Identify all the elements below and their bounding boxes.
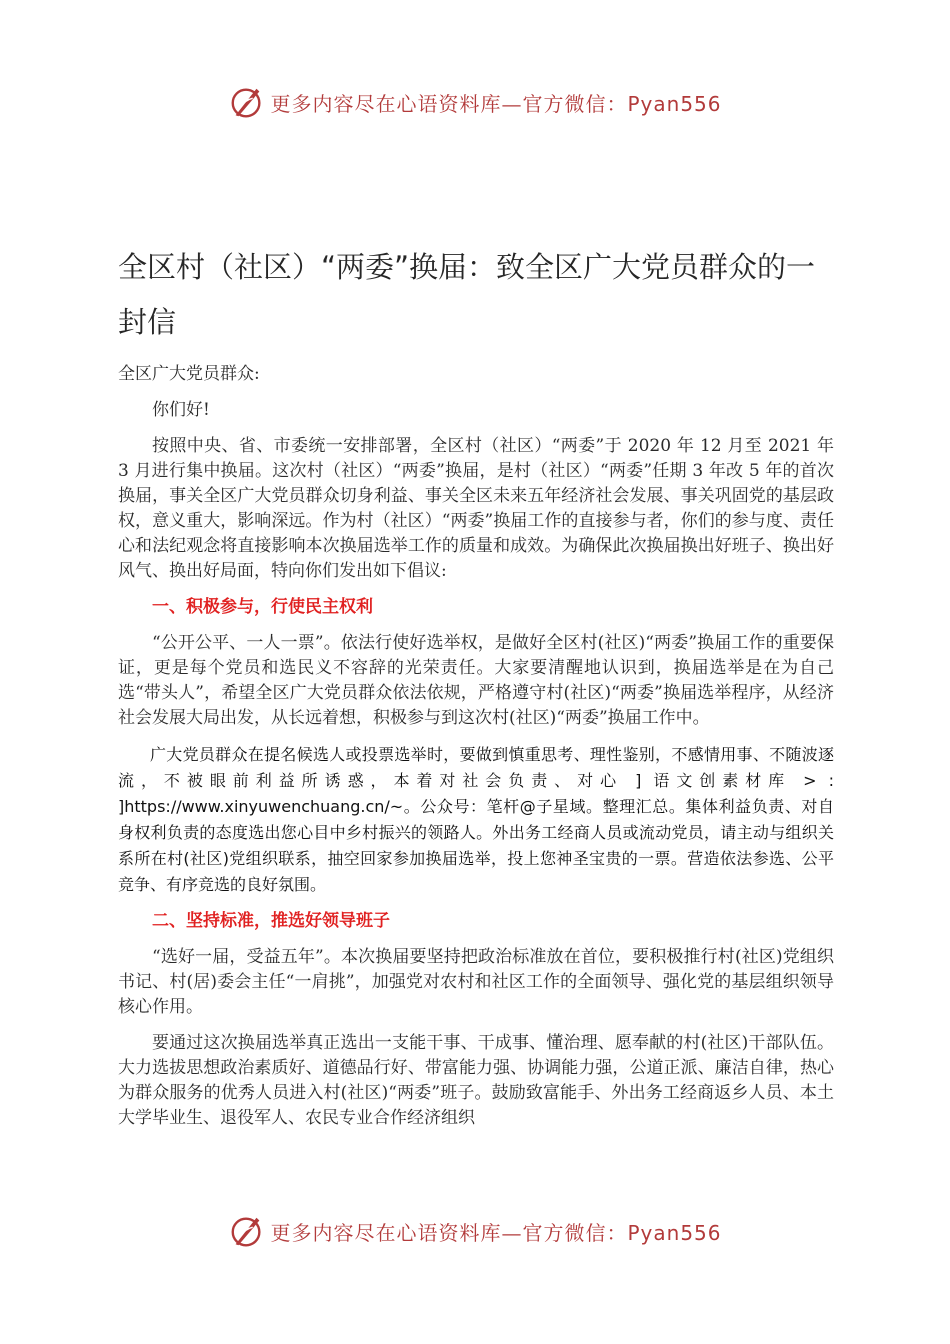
banner-text: 更多内容尽在心语资料库—官方微信：Pyan556 (270, 1220, 722, 1245)
letter-body (118, 240, 834, 1131)
banner-text: 更多内容尽在心语资料库—官方微信：Pyan556 (270, 91, 722, 116)
quill-logo-icon (228, 83, 266, 121)
section1-paragraph-2: 广大党员群众在提名候选人或投票选举时，要做到慎重思考、理性鉴别，不感情用事、不随波逐流，不被眼前利益所诱惑，本着对社会负责、对心 ] 语文创素材库 > : ]https://www.xinyuwenchuang.cn/~。公众号：笔杆@子星域。整理汇总。集体利益负责、对自身权利负责的态度选出您心目中乡村振兴的领路人。外出务工经商人员或流动党员，请主动与组织关系所在村(社区)党组织联系，抽空回家参加换届选举，投上您神圣宝贵的一票。营造依法参选、公平竞争、有序竞选的良好氛围。 (118, 745, 834, 894)
footer-banner (0, 1211, 950, 1251)
intro-paragraph: 按照中央、省、市委统一安排部署，全区村（社区）“两委”于 2020 年 12 月至 2021 年 3 月进行集中换届。这次村（社区）“两委”换届，是村（社区）“两委”任期 3 年改 5 年的首次换届，事关全区广大党员群众切身利益、事关全区未来五年经济社会发展、事关巩固党的基层政权，意义重大，影响深远。作为村（社区）“两委”换届工作的直接参与者，你们的参与度、责任心和法纪观念将直接影响本次换届选举工作的质量和成效。为确保此次换届换出好班子、换出好风气、换出好局面，特向你们发出如下倡议: (118, 436, 834, 581)
wechat-id: Pyan556 (627, 91, 722, 116)
quill-logo-icon (228, 1212, 266, 1250)
section1-heading: 一、积极参与，行使民主权利 (152, 597, 373, 617)
section1-paragraph-1: “公开公平、一人一票”。依法行使好选举权，是做好全区村(社区)“两委”换届工作的重要保证，更是每个党员和选民义不容辞的光荣责任。大家要清醒地认识到，换届选举是在为自己选“带头人”，希望全区广大党员群众依法依规，严格遵守村(社区)“两委”换届选举程序，从经济社会发展大局出发，从长远着想，积极参与到这次村(社区)“两委”换届工作中。 (118, 633, 834, 728)
page-title: 全区村（社区）“两委”换届：致全区广大党员群众的一封信 (118, 250, 816, 339)
wechat-id: Pyan556 (627, 1220, 722, 1245)
salutation: 全区广大党员群众: (118, 364, 260, 384)
section2-heading: 二、坚持标准，推选好领导班子 (152, 911, 390, 931)
header-banner (0, 82, 950, 122)
section2-paragraph-2: 要通过这次换届选举真正选出一支能干事、干成事、懂治理、愿奉献的村(社区)干部队伍。大力选拔思想政治素质好、道德品行好、带富能力强、协调能力强，公道正派、廉洁自律，热心为群众服务的优秀人员进入村(社区)“两委”班子。鼓励致富能手、外出务工经商返乡人员、本土大学毕业生、退役军人、农民专业合作经济组织 (118, 1033, 834, 1128)
greeting: 你们好! (152, 400, 210, 420)
section2-paragraph-1: “选好一届，受益五年”。本次换届要坚持把政治标准放在首位，要积极推行村(社区)党组织书记、村(居)委会主任“一肩挑”，加强党对农村和社区工作的全面领导、强化党的基层组织领导核心作用。 (118, 947, 834, 1017)
